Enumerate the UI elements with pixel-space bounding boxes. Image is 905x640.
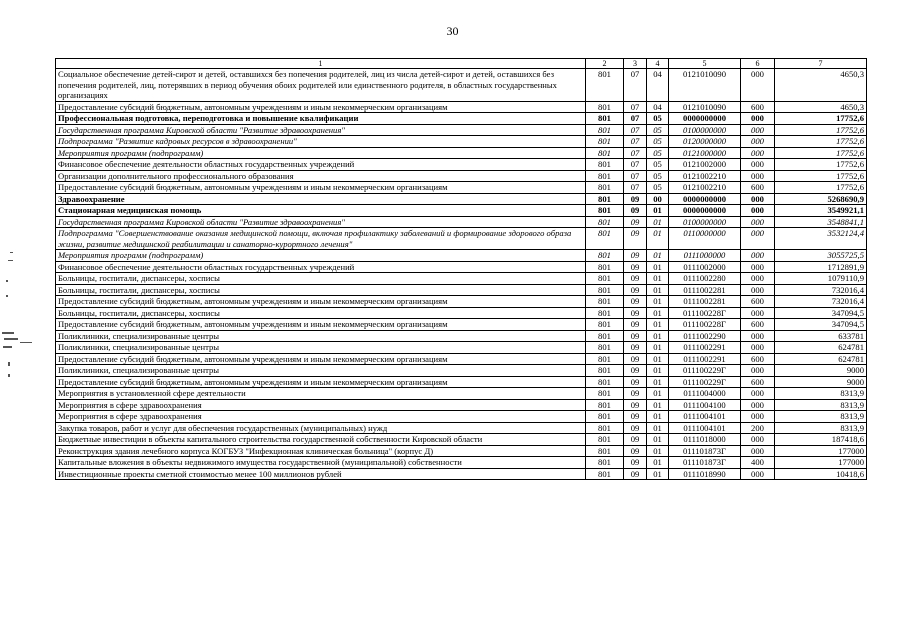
amount-cell: 17752,6 [775,170,867,182]
expense-type-cell: 000 [741,170,775,182]
section-code-cell: 801 [586,261,624,273]
target-article-cell: 011101873Г [669,457,741,469]
section-code-cell: 801 [586,330,624,342]
expense-type-cell: 000 [741,69,775,102]
expense-type-cell: 000 [741,284,775,296]
row-name-cell: Государственная программа Кировской области "Развитие здравоохранения" [56,216,586,228]
table-row [56,228,867,250]
subsection-code-cell: 05 [647,170,669,182]
header-cell: 2 [586,59,624,69]
section-code-cell: 801 [586,468,624,480]
subsection-code-cell: 01 [647,468,669,480]
row-name-cell: Финансовое обеспечение деятельности областных государственных учреждений [56,261,586,273]
target-article-cell: 0111002281 [669,296,741,308]
row-name-cell: Мероприятия в установленной сфере деятельности [56,388,586,400]
subsection-code-cell: 01 [647,205,669,217]
table-row [56,182,867,194]
row-name-cell: Поликлиники, специализированные центры [56,342,586,354]
subsection-code-cell: 00 [647,193,669,205]
amount-cell: 9000 [775,376,867,388]
subsection-code-cell: 07 [624,147,647,159]
subsection-code-cell: 01 [647,273,669,285]
amount-cell: 177000 [775,445,867,457]
section-code-cell: 801 [586,388,624,400]
expense-type-cell: 000 [741,261,775,273]
target-article-cell: 0111002291 [669,342,741,354]
subsection-code-cell: 01 [647,330,669,342]
amount-cell: 187418,6 [775,434,867,446]
subsection-code-cell: 09 [624,250,647,262]
amount-cell: 17752,6 [775,136,867,148]
header-cell: 4 [647,59,669,69]
expense-type-cell: 000 [741,136,775,148]
expense-type-cell: 600 [741,101,775,113]
scan-margin-marks [0,250,40,390]
header-row [56,59,867,69]
row-name-cell: Предоставление субсидий бюджетным, автономным учреждениям и иным некоммерческим организациям [56,182,586,194]
expense-type-cell: 000 [741,250,775,262]
table-row [56,113,867,125]
row-name-cell: Предоставление субсидий бюджетным, автономным учреждениям и иным некоммерческим организациям [56,296,586,308]
target-article-cell: 0111018000 [669,434,741,446]
section-code-cell: 801 [586,445,624,457]
amount-cell: 177000 [775,457,867,469]
subsection-code-cell: 09 [624,296,647,308]
target-article-cell: 0111018990 [669,468,741,480]
target-article-cell: 0000000000 [669,193,741,205]
expense-type-cell: 000 [741,216,775,228]
section-code-cell: 801 [586,342,624,354]
expense-type-cell: 200 [741,422,775,434]
subsection-code-cell: 05 [647,136,669,148]
subsection-code-cell: 09 [624,261,647,273]
amount-cell: 3532124,4 [775,228,867,250]
subsection-code-cell: 01 [647,307,669,319]
subsection-code-cell: 01 [647,342,669,354]
subsection-code-cell: 09 [624,468,647,480]
table-row [56,422,867,434]
section-code-cell: 801 [586,69,624,102]
target-article-cell: 0110000000 [669,228,741,250]
row-name-cell: Больницы, госпитали, диспансеры, хосписы [56,307,586,319]
section-code-cell: 801 [586,307,624,319]
amount-cell: 8313,9 [775,399,867,411]
target-article-cell: 011101873Г [669,445,741,457]
expense-type-cell: 000 [741,468,775,480]
row-name-cell: Капитальные вложения в объекты недвижимого имущества государственной (муниципальной) собственности [56,457,586,469]
amount-cell: 10418,6 [775,468,867,480]
subsection-code-cell: 09 [624,376,647,388]
amount-cell: 3055725,5 [775,250,867,262]
subsection-code-cell: 09 [624,434,647,446]
expense-type-cell: 000 [741,330,775,342]
table-row [56,205,867,217]
table-row [56,101,867,113]
subsection-code-cell: 01 [647,457,669,469]
expense-type-cell: 000 [741,365,775,377]
subsection-code-cell: 07 [624,136,647,148]
subsection-code-cell: 01 [647,365,669,377]
target-article-cell: 0111004101 [669,411,741,423]
subsection-code-cell: 09 [624,388,647,400]
table-row [56,319,867,331]
subsection-code-cell: 01 [647,284,669,296]
subsection-code-cell: 04 [647,69,669,102]
expense-type-cell: 000 [741,124,775,136]
subsection-code-cell: 07 [624,69,647,102]
amount-cell: 347094,5 [775,307,867,319]
section-code-cell: 801 [586,147,624,159]
row-name-cell: Мероприятия программ (подпрограмм) [56,250,586,262]
subsection-code-cell: 01 [647,261,669,273]
table-row [56,434,867,446]
section-code-cell: 801 [586,205,624,217]
target-article-cell: 0000000000 [669,113,741,125]
expense-type-cell: 000 [741,147,775,159]
row-name-cell: Предоставление субсидий бюджетным, автономным учреждениям и иным некоммерческим организациям [56,319,586,331]
target-article-cell: 0111004000 [669,388,741,400]
target-article-cell: 0111002280 [669,273,741,285]
target-article-cell: 0111002291 [669,353,741,365]
target-article-cell: 011100228Г [669,307,741,319]
expense-type-cell: 000 [741,159,775,171]
amount-cell: 732016,4 [775,296,867,308]
section-code-cell: 801 [586,365,624,377]
target-article-cell: 011100229Г [669,376,741,388]
section-code-cell: 801 [586,353,624,365]
expense-type-cell: 000 [741,113,775,125]
expense-type-cell: 400 [741,457,775,469]
section-code-cell: 801 [586,113,624,125]
row-name-cell: Реконструкция здания лечебного корпуса КОГБУЗ "Инфекционная клиническая больница" (корпус Д) [56,445,586,457]
expense-type-cell: 000 [741,388,775,400]
row-name-cell: Бюджетные инвестиции в объекты капитального строительства государственной собственности Кировской области [56,434,586,446]
table-row [56,296,867,308]
target-article-cell: 0111004100 [669,399,741,411]
table-row [56,216,867,228]
target-article-cell: 0100000000 [669,124,741,136]
subsection-code-cell: 09 [624,330,647,342]
target-article-cell: 0121010090 [669,69,741,102]
section-code-cell: 801 [586,159,624,171]
amount-cell: 5268690,9 [775,193,867,205]
section-code-cell: 801 [586,399,624,411]
table-row [56,124,867,136]
subsection-code-cell: 01 [647,319,669,331]
subsection-code-cell: 09 [624,365,647,377]
subsection-code-cell: 01 [647,399,669,411]
section-code-cell: 801 [586,101,624,113]
amount-cell: 347094,5 [775,319,867,331]
expense-type-cell: 000 [741,228,775,250]
header-cell: 6 [741,59,775,69]
amount-cell: 17752,6 [775,113,867,125]
expense-type-cell: 000 [741,205,775,217]
subsection-code-cell: 09 [624,228,647,250]
header-cell: 3 [624,59,647,69]
subsection-code-cell: 07 [624,124,647,136]
subsection-code-cell: 09 [624,422,647,434]
target-article-cell: 0121000000 [669,147,741,159]
table-row [56,330,867,342]
subsection-code-cell: 01 [647,445,669,457]
subsection-code-cell: 09 [624,307,647,319]
amount-cell: 4650,3 [775,69,867,102]
row-name-cell: Мероприятия в сфере здравоохранения [56,411,586,423]
subsection-code-cell: 01 [647,422,669,434]
subsection-code-cell: 01 [647,228,669,250]
row-name-cell: Больницы, госпитали, диспансеры, хосписы [56,284,586,296]
amount-cell: 1079110,9 [775,273,867,285]
row-name-cell: Закупка товаров, работ и услуг для обеспечения государственных (муниципальных) нужд [56,422,586,434]
target-article-cell: 0121002210 [669,182,741,194]
expense-type-cell: 000 [741,411,775,423]
amount-cell: 8313,9 [775,411,867,423]
row-name-cell: Подпрограмма "Развитие кадровых ресурсов в здравоохранении" [56,136,586,148]
subsection-code-cell: 01 [647,411,669,423]
subsection-code-cell: 01 [647,388,669,400]
section-code-cell: 801 [586,284,624,296]
subsection-code-cell: 09 [624,399,647,411]
target-article-cell: 0111004101 [669,422,741,434]
target-article-cell: 0121002000 [669,159,741,171]
table-row [56,136,867,148]
subsection-code-cell: 05 [647,182,669,194]
table-body [56,59,867,480]
amount-cell: 4650,3 [775,101,867,113]
budget-table [55,58,867,480]
subsection-code-cell: 09 [624,445,647,457]
row-name-cell: Государственная программа Кировской области "Развитие здравоохранения" [56,124,586,136]
expense-type-cell: 000 [741,399,775,411]
header-cell: 1 [56,59,586,69]
row-name-cell: Поликлиники, специализированные центры [56,330,586,342]
amount-cell: 633781 [775,330,867,342]
table-row [56,273,867,285]
table-row [56,250,867,262]
expense-type-cell: 000 [741,445,775,457]
subsection-code-cell: 04 [647,101,669,113]
page-number: 30 [446,24,459,38]
table-row [56,388,867,400]
table-row [56,284,867,296]
subsection-code-cell: 05 [647,159,669,171]
table-row [56,159,867,171]
amount-cell: 9000 [775,365,867,377]
subsection-code-cell: 05 [647,147,669,159]
section-code-cell: 801 [586,250,624,262]
row-name-cell: Поликлиники, специализированные центры [56,365,586,377]
table-row [56,342,867,354]
subsection-code-cell: 09 [624,411,647,423]
target-article-cell: 0000000000 [669,205,741,217]
section-code-cell: 801 [586,182,624,194]
expense-type-cell: 600 [741,296,775,308]
row-name-cell: Здравоохранение [56,193,586,205]
expense-type-cell: 600 [741,376,775,388]
subsection-code-cell: 09 [624,284,647,296]
amount-cell: 17752,6 [775,124,867,136]
amount-cell: 3549921,1 [775,205,867,217]
row-name-cell: Предоставление субсидий бюджетным, автономным учреждениям и иным некоммерческим организациям [56,101,586,113]
section-code-cell: 801 [586,216,624,228]
table-row [56,365,867,377]
row-name-cell: Больницы, госпитали, диспансеры, хосписы [56,273,586,285]
table-row [56,307,867,319]
expense-type-cell: 600 [741,319,775,331]
target-article-cell: 0111002281 [669,284,741,296]
header-cell: 5 [669,59,741,69]
row-name-cell: Предоставление субсидий бюджетным, автономным учреждениям и иным некоммерческим организациям [56,376,586,388]
table-row [56,376,867,388]
subsection-code-cell: 09 [624,273,647,285]
target-article-cell: 0111002290 [669,330,741,342]
table-row [56,399,867,411]
subsection-code-cell: 09 [624,216,647,228]
expense-type-cell: 000 [741,434,775,446]
subsection-code-cell: 01 [647,250,669,262]
amount-cell: 624781 [775,342,867,354]
subsection-code-cell: 09 [624,353,647,365]
section-code-cell: 801 [586,376,624,388]
amount-cell: 1712891,9 [775,261,867,273]
subsection-code-cell: 09 [624,457,647,469]
expense-type-cell: 600 [741,182,775,194]
table-row [56,170,867,182]
table-row [56,468,867,480]
target-article-cell: 0111002000 [669,261,741,273]
target-article-cell: 0100000000 [669,216,741,228]
section-code-cell: 801 [586,411,624,423]
table-row [56,353,867,365]
row-name-cell: Предоставление субсидий бюджетным, автономным учреждениям и иным некоммерческим организациям [56,353,586,365]
row-name-cell: Подпрограмма "Совершенствование оказания медицинской помощи, включая профилактику заболеваний и формирование здорового образа жизни, развитие медицинской реабилитации и санаторно-курортного лечения" [56,228,586,250]
row-name-cell: Мероприятия программ (подпрограмм) [56,147,586,159]
subsection-code-cell: 07 [624,159,647,171]
subsection-code-cell: 01 [647,376,669,388]
table-row [56,261,867,273]
section-code-cell: 801 [586,296,624,308]
subsection-code-cell: 07 [624,113,647,125]
amount-cell: 17752,6 [775,147,867,159]
table-row [56,193,867,205]
subsection-code-cell: 09 [624,205,647,217]
section-code-cell: 801 [586,319,624,331]
subsection-code-cell: 07 [624,101,647,113]
target-article-cell: 0121002210 [669,170,741,182]
amount-cell: 8313,9 [775,388,867,400]
target-article-cell: 011100228Г [669,319,741,331]
section-code-cell: 801 [586,170,624,182]
header-cell: 7 [775,59,867,69]
section-code-cell: 801 [586,228,624,250]
section-code-cell: 801 [586,193,624,205]
subsection-code-cell: 07 [624,182,647,194]
subsection-code-cell: 01 [647,353,669,365]
expense-type-cell: 000 [741,273,775,285]
target-article-cell: 011100229Г [669,365,741,377]
table-row [56,411,867,423]
section-code-cell: 801 [586,422,624,434]
section-code-cell: 801 [586,124,624,136]
expense-type-cell: 600 [741,353,775,365]
subsection-code-cell: 01 [647,296,669,308]
subsection-code-cell: 09 [624,319,647,331]
subsection-code-cell: 09 [624,193,647,205]
table-row [56,147,867,159]
amount-cell: 17752,6 [775,182,867,194]
row-name-cell: Организации дополнительного профессионального образования [56,170,586,182]
amount-cell: 8313,9 [775,422,867,434]
subsection-code-cell: 01 [647,216,669,228]
amount-cell: 732016,4 [775,284,867,296]
table-row [56,69,867,102]
row-name-cell: Социальное обеспечение детей-сирот и детей, оставшихся без попечения родителей, лиц из числа детей-сирот и детей, оставшихся без попечения родителей, лиц, потерявших в период обучения обоих родителей или единственного родителя, в областных государственных организациях [56,69,586,102]
expense-type-cell: 000 [741,307,775,319]
subsection-code-cell: 05 [647,113,669,125]
amount-cell: 3548841,1 [775,216,867,228]
row-name-cell: Стационарная медицинская помощь [56,205,586,217]
amount-cell: 17752,6 [775,159,867,171]
section-code-cell: 801 [586,434,624,446]
expense-type-cell: 000 [741,193,775,205]
subsection-code-cell: 05 [647,124,669,136]
amount-cell: 624781 [775,353,867,365]
target-article-cell: 0121010090 [669,101,741,113]
row-name-cell: Мероприятия в сфере здравоохранения [56,399,586,411]
target-article-cell: 0111000000 [669,250,741,262]
table-row [56,457,867,469]
section-code-cell: 801 [586,457,624,469]
subsection-code-cell: 07 [624,170,647,182]
target-article-cell: 0120000000 [669,136,741,148]
row-name-cell: Инвестиционные проекты сметной стоимостью менее 100 миллионов рублей [56,468,586,480]
subsection-code-cell: 01 [647,434,669,446]
section-code-cell: 801 [586,273,624,285]
section-code-cell: 801 [586,136,624,148]
expense-type-cell: 000 [741,342,775,354]
row-name-cell: Профессиональная подготовка, переподготовка и повышение квалификации [56,113,586,125]
row-name-cell: Финансовое обеспечение деятельности областных государственных учреждений [56,159,586,171]
subsection-code-cell: 09 [624,342,647,354]
table-row [56,445,867,457]
